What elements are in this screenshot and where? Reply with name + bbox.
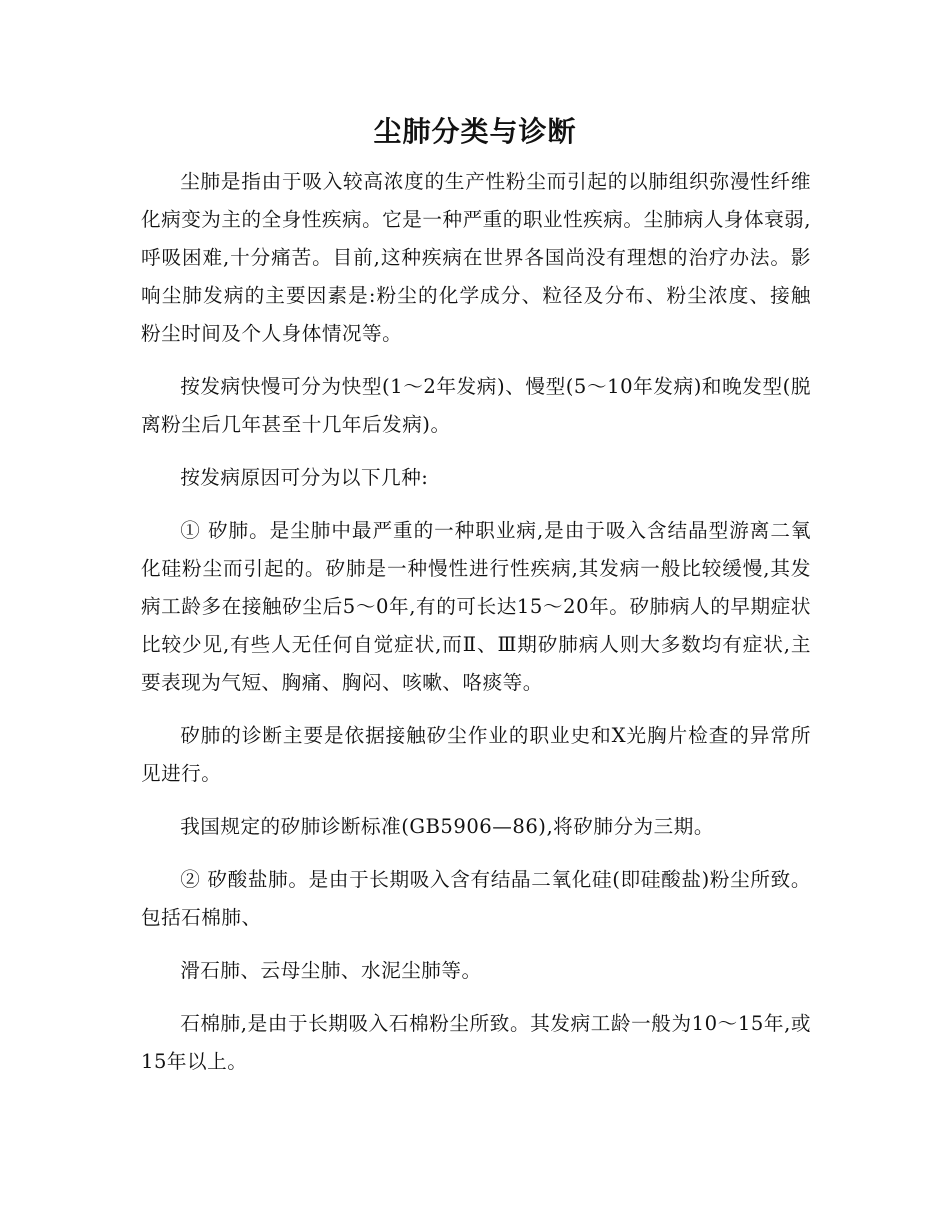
paragraph-silicosis-diagnosis: 矽肺的诊断主要是依据接触矽尘作业的职业史和X光胸片检查的异常所见进行。 <box>141 724 811 785</box>
paragraph-cause-intro: 按发病原因可分为以下几种: <box>180 466 429 489</box>
paragraph-diagnosis-standard: 我国规定的矽肺诊断标准(GB5906—86),将矽肺分为三期。 <box>180 815 714 838</box>
paragraph-asbestosis: 石棉肺,是由于长期吸入石棉粉尘所致。其发病工龄一般为10～15年,或15年以上。 <box>141 1012 811 1073</box>
paragraph-silicate-lung: ② 矽酸盐肺。是由于长期吸入含有结晶二氧化硅(即硅酸盐)粉尘所致。包括石棉肺、 <box>141 868 811 929</box>
paragraph-silicosis: ① 矽肺。是尘肺中最严重的一种职业病,是由于吸入含结晶型游离二氧化硅粉尘而引起的。矽肺是一种慢性进行性疾病,其发病一般比较缓慢,其发病工龄多在接触矽尘后5～0年,有的可长达15～20年。矽肺病人的早期症状比较少见,有些人无任何自觉症状,而Ⅱ、Ⅲ期矽肺病人则大多数均有症状,主要表现为气短、胸痛、胸闷、咳嗽、咯痰等。 <box>141 519 811 694</box>
paragraph-onset-speed: 按发病快慢可分为快型(1～2年发病)、慢型(5～10年发病)和晚发型(脱离粉尘后几年甚至十几年后发病)。 <box>141 375 811 436</box>
document-title: 尘肺分类与诊断 <box>373 115 577 148</box>
document-body <box>141 163 811 1096</box>
paragraph-intro: 尘肺是指由于吸入较高浓度的生产性粉尘而引起的以肺组织弥漫性纤维化病变为主的全身性疾病。它是一种严重的职业性疾病。尘肺病人身体衰弱,呼吸困难,十分痛苦。目前,这种疾病在世界各国尚没有理想的治疗办法。影响尘肺发病的主要因素是:粉尘的化学成分、粒径及分布、粉尘浓度、接触粉尘时间及个人身体情况等。 <box>141 170 811 345</box>
paragraph-silicate-types: 滑石肺、云母尘肺、水泥尘肺等。 <box>180 959 482 982</box>
